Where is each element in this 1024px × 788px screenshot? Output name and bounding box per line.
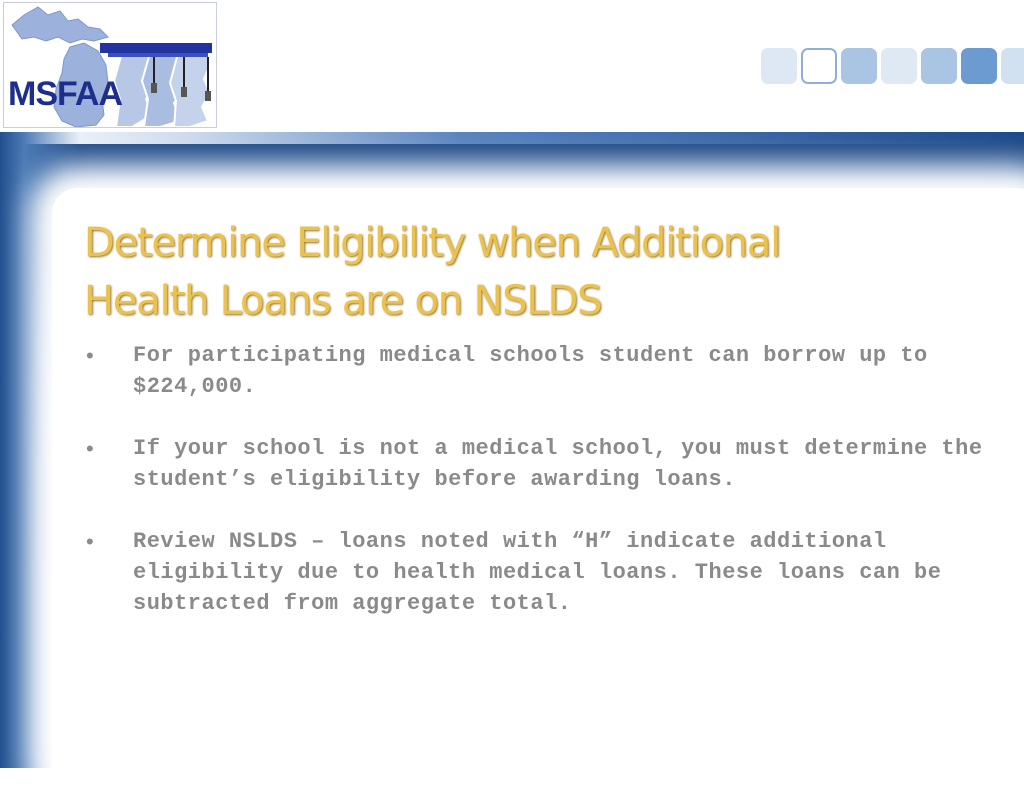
- bullet-list: [86, 340, 986, 650]
- bullet-item: [86, 433, 986, 495]
- decor-square: [961, 48, 997, 84]
- logo-text: MSFAA: [8, 75, 122, 113]
- msfaa-logo: [3, 2, 217, 128]
- decor-square: [841, 48, 877, 84]
- decor-square: [921, 48, 957, 84]
- slide-title-line-2: Health Loans are on NSLDS: [84, 278, 602, 324]
- bullet-dot-icon: •: [86, 436, 94, 461]
- frame-topline: [0, 132, 1024, 144]
- decor-square: [761, 48, 797, 84]
- decor-square: [801, 48, 837, 84]
- decor-square: [881, 48, 917, 84]
- slide-title: [84, 214, 964, 330]
- bullet-text: For participating medical schools student can borrow up to $224,000.: [133, 343, 928, 399]
- bullet-text: Review NSLDS – loans noted with “H” indicate additional eligibility due to health medical loans. These loans can be subtracted from aggregate total.: [133, 529, 942, 616]
- header: [0, 0, 1024, 132]
- slide-title-line-1: Determine Eligibility when Additional: [84, 220, 781, 266]
- bullet-text: If your school is not a medical school, you must determine the student’s eligibility before awarding loans.: [133, 436, 983, 492]
- bullet-dot-icon: •: [86, 343, 94, 368]
- decorative-squares: [761, 48, 1024, 86]
- bullet-item: [86, 340, 986, 402]
- decor-square: [1001, 48, 1024, 84]
- bullet-dot-icon: •: [86, 529, 94, 554]
- bullet-item: [86, 526, 986, 619]
